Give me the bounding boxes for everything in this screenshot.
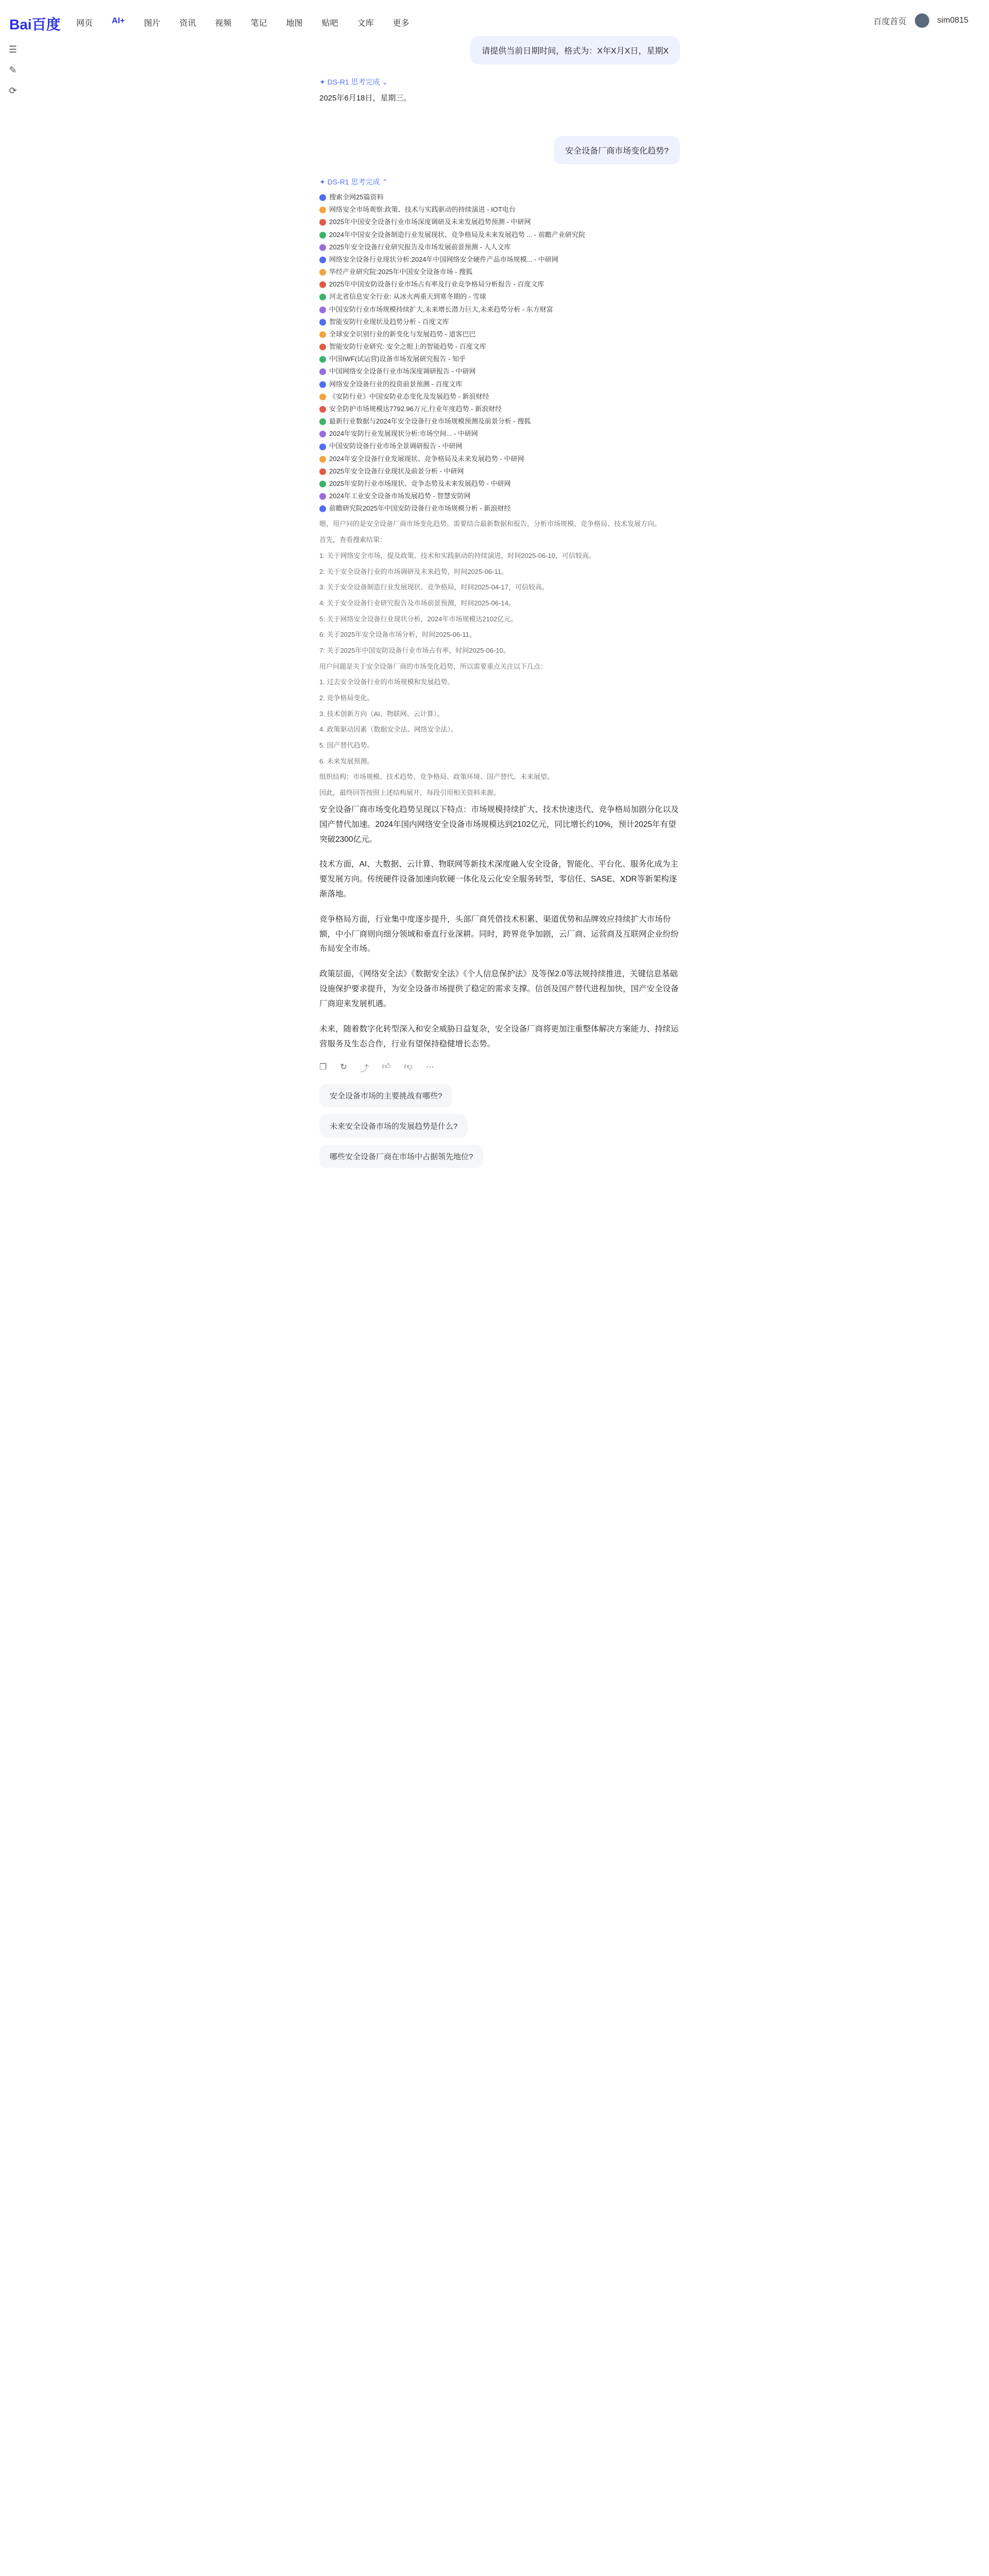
like-icon[interactable]: 👍︎	[382, 1062, 391, 1072]
trace-line: 1. 过去安全设备行业的市场规模和发展趋势。	[319, 678, 454, 686]
nav-web[interactable]: 网页	[76, 19, 93, 28]
nav-images[interactable]: 图片	[144, 19, 161, 28]
trace-line: 5. 国产替代趋势。	[319, 741, 374, 750]
answer-paragraph: 竞争格局方面，行业集中度逐步提升，头部厂商凭借技术积累、渠道优势和品牌效应持续扩大市场份额，中小厂商则向细分领域和垂直行业深耕。同时，跨界竞争加剧，云厂商、运营商及互联网企业纷纷布局安全市场。	[319, 914, 679, 954]
baidu-logo[interactable]: Bai百度	[9, 16, 61, 32]
thinking-toggle-2[interactable]: ✦ DS-R1 思考完成 ⌃	[319, 178, 388, 186]
source-favicon-icon	[319, 319, 326, 326]
source-favicon-icon	[319, 493, 326, 500]
history-icon[interactable]: ⟳	[9, 86, 17, 96]
source-favicon-icon	[319, 406, 326, 413]
answer-paragraph: 技术方面，AI、大数据、云计算、物联网等新技术深度融入安全设备，智能化、平台化、服务化成为主要发展方向。传统硬件设备加速向软硬一体化及云化安全服务转型，零信任、SASE、XDR等新架构逐渐落地。	[319, 860, 678, 899]
reference-item[interactable]: 2025年安全设备行业现状及前景分析 - 中研网	[319, 465, 680, 478]
reference-item[interactable]: 2024年安防行业发展现状分析:市场空间... - 中研网	[319, 428, 680, 440]
source-favicon-icon	[319, 456, 326, 463]
reference-item[interactable]: 河北省信息安全行业: 从冰火两重天到寒冬期的 - 雪球	[319, 291, 680, 303]
trace-line: 因此，最终回答按照上述结构展开，每段引用相关资料来源。	[319, 789, 501, 797]
reference-item[interactable]: 智能安防行业研究: 安全之眼上的智能趋势 - 百度文库	[319, 341, 680, 353]
reference-item[interactable]: 中国安防行业市场规模持续扩大,未来增长潜力巨大,未来趋势分析 - 东方财富	[319, 303, 680, 316]
source-favicon-icon	[319, 331, 326, 338]
reference-item[interactable]: 2025年中国安防设备行业市场占有率及行业竞争格局分析报告 - 百度文库	[319, 278, 680, 291]
trace-line: 6: 关于2025年安全设备市场分析，时间2025-06-11。	[319, 631, 476, 639]
answer-1: 2025年6月18日，星期三。	[319, 94, 412, 103]
answer-paragraph: 未来，随着数字化转型深入和安全威胁日益复杂，安全设备厂商将更加注重整体解决方案能力、持续运营服务及生态合作，行业有望保持稳健增长态势。	[319, 1024, 679, 1048]
new-chat-icon[interactable]: ✎	[9, 65, 17, 75]
reference-item[interactable]: 2024年工业安全设备市场发展趋势 - 智慧安防网	[319, 490, 680, 502]
reference-item[interactable]: 2025年安防行业市场现状、竞争态势及未来发展趋势 - 中研网	[319, 478, 680, 490]
reference-item[interactable]: 网络安全市场观察:政策、技术与实践驱动的持续演进 - IOT电台	[319, 204, 680, 216]
nav-ai[interactable]: AI+	[112, 16, 125, 25]
reference-item[interactable]: 中国网络安全设备行业市场深度调研报告 - 中研网	[319, 365, 680, 378]
trace-line: 3: 关于安全设备制造行业发展现状、竞争格局，时间2025-04-17，可信较高。	[319, 583, 549, 591]
source-favicon-icon	[319, 344, 326, 350]
user-message-2: 安全设备厂商市场变化趋势?	[554, 136, 680, 164]
nav-notes[interactable]: 笔记	[250, 19, 267, 28]
source-favicon-icon	[319, 394, 326, 400]
suggestions	[319, 1084, 680, 1168]
trace-line: 首先，查看搜索结果：	[319, 536, 387, 544]
dislike-icon[interactable]: 👎︎	[404, 1062, 413, 1072]
trace-line: 4. 政策驱动因素（数据安全法、网络安全法）。	[319, 725, 457, 734]
user-message-1: 请提供当前日期时间，格式为：X年X月X日，星期X	[470, 36, 680, 64]
baidu-home-link[interactable]: 百度首页	[873, 17, 907, 26]
trace-line: 4: 关于安全设备行业研究报告及市场前景预测，时间2025-06-14。	[319, 599, 515, 607]
copy-icon[interactable]: ❐	[319, 1063, 327, 1072]
trace-line: 3. 技术创新方向（AI、物联网、云计算）。	[319, 709, 444, 718]
answer-paragraph: 政策层面，《网络安全法》《数据安全法》《个人信息保护法》及等保2.0等法规持续推进，关键信息基础设施保护要求提升，为安全设备市场提供了稳定的需求支撑。信创及国产替代进程加快，国产安全设备厂商迎来发展机遇。	[319, 970, 679, 1008]
nav-tieba[interactable]: 贴吧	[321, 19, 338, 28]
reference-item[interactable]: 2024年安全设备行业发展现状、竞争格局及未来发展趋势 - 中研网	[319, 453, 680, 465]
source-favicon-icon	[319, 481, 326, 487]
chat-area	[319, 36, 680, 1175]
trace-line: 6. 未来发展预测。	[319, 757, 374, 765]
more-icon[interactable]: ⋯	[425, 1063, 434, 1072]
source-favicon-icon	[319, 294, 326, 300]
reference-item[interactable]: 安全防护市场规模达7792.96万元,行业年度趋势 - 新浪财经	[319, 403, 680, 415]
source-favicon-icon	[319, 219, 326, 226]
reference-item[interactable]: 2025年中国安全设备行业市场深度调研及未来发展趋势预测 - 中研网	[319, 216, 680, 228]
source-favicon-icon	[319, 431, 326, 437]
reference-item[interactable]: 前瞻研究院2025年中国安防设备行业市场规模分析 - 新浪财经	[319, 502, 680, 515]
reference-item[interactable]: 最新行业数据与2024年安全设备行业市场规模预测及前景分析 - 搜狐	[319, 415, 680, 428]
avatar[interactable]	[915, 13, 929, 28]
nav-more[interactable]: 更多	[393, 19, 410, 28]
reference-item[interactable]: 2024年中国安全设备制造行业发展现状、竞争格局及未来发展趋势 ... - 前瞻产业研究院	[319, 229, 680, 241]
source-favicon-icon	[319, 269, 326, 276]
reference-item[interactable]: 《安防行业》中国安防业态变化及发展趋势 - 新浪财经	[319, 391, 680, 403]
source-favicon-icon	[319, 418, 326, 425]
source-favicon-icon	[319, 307, 326, 313]
source-favicon-icon	[319, 468, 326, 475]
left-sidebar	[7, 44, 23, 106]
trace-line: 5: 关于网络安全设备行业现状分析，2024年市场规模达2102亿元。	[319, 615, 518, 623]
reference-item[interactable]: 2025年安全设备行业研究报告及市场发展前景预测 - 人人文库	[319, 241, 680, 253]
nav-wenku[interactable]: 文库	[357, 19, 374, 28]
source-favicon-icon	[319, 244, 326, 251]
trace-line: 7: 关于2025年中国安防设备行业市场占有率，时间2025-06-10。	[319, 646, 510, 654]
regenerate-icon[interactable]: ↻	[340, 1063, 347, 1072]
share-icon[interactable]: ⤴	[360, 1064, 369, 1074]
final-answer	[319, 803, 680, 1052]
source-favicon-icon	[319, 194, 326, 201]
top-right	[874, 13, 969, 28]
reference-item[interactable]: 全球安全识别行业的新变化与发展趋势 - 道客巴巴	[319, 328, 680, 341]
suggestion-1[interactable]: 安全设备市场的主要挑战有哪些?	[319, 1084, 452, 1107]
suggestion-2[interactable]: 未来安全设备市场的发展趋势是什么?	[319, 1114, 468, 1138]
reference-list	[319, 191, 680, 515]
nav-video[interactable]: 视频	[215, 19, 232, 28]
username[interactable]: sim0815	[937, 16, 968, 25]
trace-line: 2: 关于安全设备行业的市场调研及未来趋势，时间2025-06-11。	[319, 567, 508, 575]
answer-paragraph: 安全设备厂商市场变化趋势呈现以下特点：市场规模持续扩大、技术快速迭代、竞争格局加剧分化以及国产替代加速。2024年国内网络安全设备市场规模达到2102亿元，同比增长约10%，预计2025年有望突破2300亿元。	[319, 805, 679, 844]
reference-item[interactable]: 网络安全设备行业的投资前景预测 - 百度文库	[319, 378, 680, 391]
menu-icon[interactable]: ☰	[8, 44, 18, 55]
trace-line: 嗯，用户问的是安全设备厂商市场变化趋势。需要结合最新数据和报告，分析市场规模、竞争格局、技术发展方向。	[319, 520, 661, 528]
source-favicon-icon	[319, 257, 326, 263]
trace-line: 2. 竞争格局变化。	[319, 694, 374, 702]
reference-item[interactable]: 中国安防设备行业市场全景调研报告 - 中研网	[319, 440, 680, 452]
source-favicon-icon	[319, 356, 326, 363]
thinking-toggle-1[interactable]: ✦ DS-R1 思考完成 ⌄	[319, 78, 388, 86]
trace-line: 1: 关于网络安全市场，提及政策、技术和实践驱动的持续演进，时间2025-06-10，可信较高。	[319, 551, 595, 560]
reference-item[interactable]: 华经产业研究院:2025年中国安全设备市场 - 搜狐	[319, 266, 680, 278]
answer-actions	[319, 1062, 680, 1074]
reference-item[interactable]: 智能安防行业现状及趋势分析 - 百度文库	[319, 316, 680, 328]
reference-item[interactable]: 网络安全设备行业现状分析:2024年中国网络安全硬件产品市场规模... - 中研网	[319, 253, 680, 266]
trace-line: 用户问题是关于安全设备厂商的市场变化趋势，所以需要重点关注以下几点：	[319, 662, 548, 670]
thinking-trace	[319, 518, 680, 799]
trace-line: 组织结构：市场规模、技术趋势、竞争格局、政策环境、国产替代、未来展望。	[319, 773, 554, 781]
top-nav	[76, 16, 428, 28]
reference-item[interactable]: 中国IWF(试运营)设备市场发展研究报告 - 知乎	[319, 353, 680, 365]
source-favicon-icon	[319, 381, 326, 388]
nav-news[interactable]: 资讯	[179, 19, 196, 28]
source-favicon-icon	[319, 368, 326, 375]
source-favicon-icon	[319, 232, 326, 239]
nav-map[interactable]: 地图	[286, 19, 303, 28]
source-favicon-icon	[319, 281, 326, 288]
source-favicon-icon	[319, 207, 326, 213]
source-favicon-icon	[319, 444, 326, 450]
search-summary[interactable]: 搜索全网25篇资料	[319, 191, 680, 204]
suggestion-3[interactable]: 哪些安全设备厂商在市场中占据领先地位?	[319, 1145, 483, 1168]
source-favicon-icon	[319, 505, 326, 512]
